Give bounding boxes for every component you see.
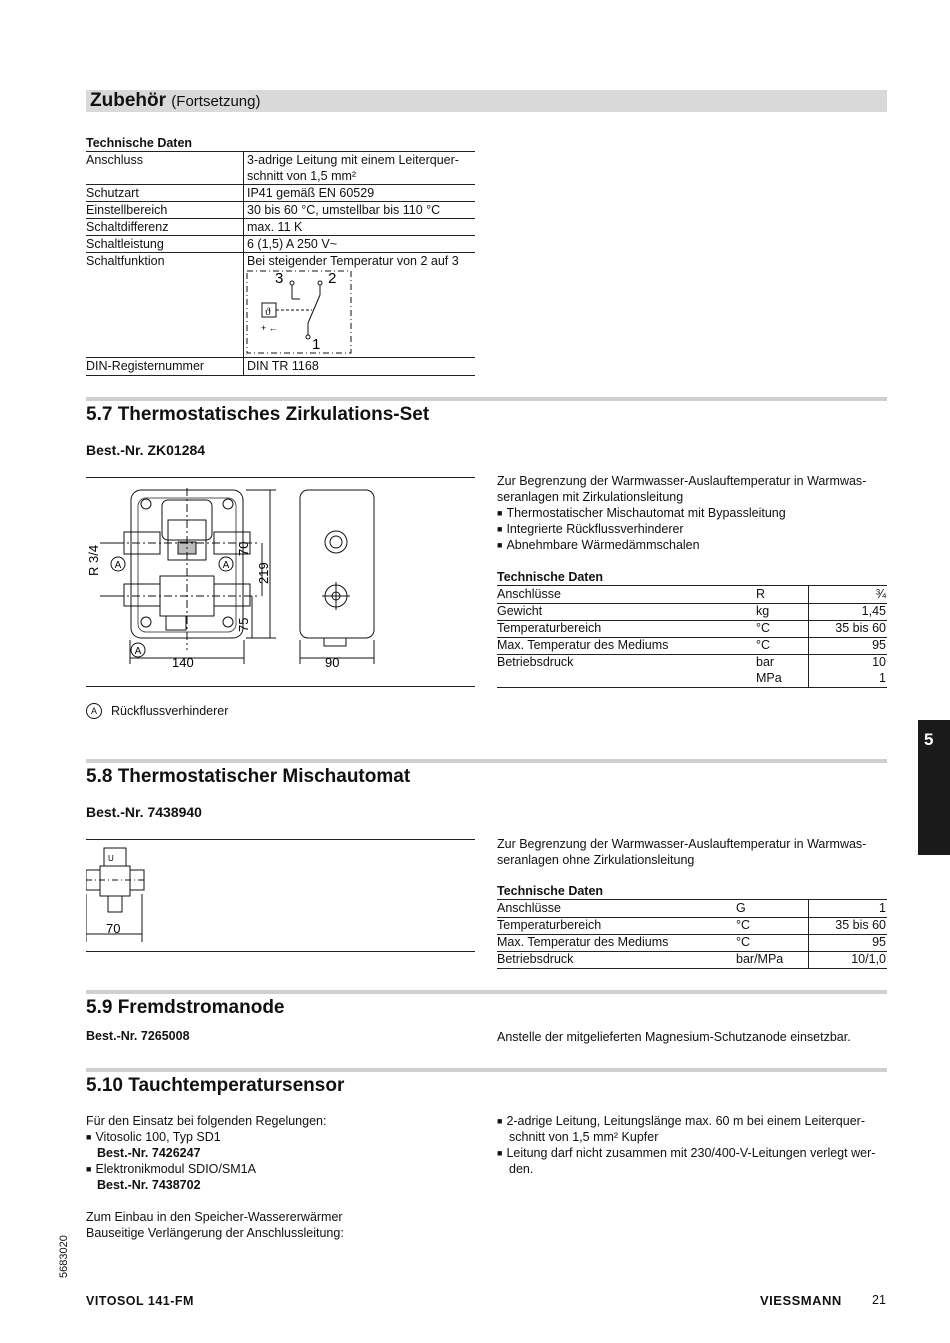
table-row: MPa 1	[497, 670, 887, 688]
table-cell-value: schnitt von 1,5 mm²	[247, 169, 357, 183]
description-line: Zur Begrenzung der Warmwasser-Auslauftemperatur in Warmwas-	[497, 837, 867, 851]
bullet-item: ■ Integrierte Rückflussverhinderer	[497, 521, 684, 538]
dim-r34: R 3/4	[86, 544, 101, 576]
brand-logo: VIESSMANN	[760, 1293, 842, 1308]
callout-a: A	[134, 646, 142, 657]
chapter-tab: 5	[918, 720, 950, 855]
order-number: Best.-Nr. 7265008	[86, 1029, 190, 1043]
body-text: Bauseitige Verlängerung der Anschlussleitung:	[86, 1226, 344, 1240]
table-cell-label: Schaltdifferenz	[86, 220, 169, 234]
tech-data-heading: Technische Daten	[497, 884, 604, 898]
circulation-set-drawing	[86, 480, 476, 690]
temperature-symbol: ϑ	[265, 306, 271, 318]
table-cell-value: max. 11 K	[247, 220, 303, 234]
body-text: Zum Einbau in den Speicher-Wassererwärmer	[86, 1210, 343, 1224]
order-number: Best.-Nr. ZK01284	[86, 442, 206, 458]
figure-bottom-rule	[86, 686, 475, 687]
section-heading-5-7: 5.7 Thermostatisches Zirkulations-Set	[86, 404, 430, 425]
table-row: Betriebsdruck bar/MPa 10/1,0	[497, 951, 887, 969]
section-heading-5-10: 5.10 Tauchtemperatursensor	[86, 1075, 345, 1096]
table-cell-label: Schaltfunktion	[86, 254, 165, 268]
dim-140: 140	[172, 655, 194, 670]
switch-function-diagram	[244, 269, 356, 357]
table-row: Gewicht kg 1,45	[497, 603, 887, 621]
direction-symbol: + ←	[261, 323, 278, 333]
table-cell-value: 3-adrige Leitung mit einem Leiterquer-	[247, 153, 459, 167]
dim-219: 219	[256, 562, 271, 584]
table-cell-label: Anschluss	[86, 153, 143, 167]
description-line: Zur Begrenzung der Warmwasser-Auslauftemperatur in Warmwas-	[497, 474, 867, 488]
table-cell-value: Bei steigender Temperatur von 2 auf 3	[247, 254, 459, 268]
table-cell-value: IP41 gemäß EN 60529	[247, 186, 375, 200]
terminal-3-label: 3	[275, 270, 284, 287]
table-cell-value: 6 (1,5) A 250 V~	[247, 237, 337, 251]
bullet-item: ■ 2-adrige Leitung, Leitungslänge max. 60 m bei einem Leiterquer-	[497, 1113, 865, 1130]
figure-top-rule	[86, 477, 475, 478]
dim-70: 70	[236, 541, 251, 556]
product-name: VITOSOL 141-FM	[86, 1294, 194, 1308]
dim-90: 90	[325, 655, 340, 670]
table-cell-value: DIN TR 1168	[247, 359, 319, 373]
description-line: seranlagen ohne Zirkulationsleitung	[497, 853, 695, 867]
legend-text: Rückflussverhinderer	[111, 704, 229, 718]
bullet-item: ■ Leitung darf nicht zusammen mit 230/400-V-Leitungen verlegt wer-	[497, 1145, 875, 1162]
description-line: seranlagen mit Zirkulationsleitung	[497, 490, 684, 504]
tech-data-heading: Technische Daten	[86, 136, 193, 150]
page-section-title	[90, 90, 260, 112]
bullet-item: ■ Vitosolic 100, Typ SD1	[86, 1129, 221, 1146]
tech-data-heading: Technische Daten	[497, 570, 604, 584]
table-cell-label: DIN-Registernummer	[86, 359, 205, 373]
table-row: Anschlüsse R ¾	[497, 586, 887, 604]
bullet-item: ■ Elektronikmodul SDIO/SM1A	[86, 1161, 256, 1178]
table-row: Temperaturbereich °C 35 bis 60	[497, 917, 887, 935]
section-divider	[86, 759, 887, 763]
tech-data-table	[497, 899, 887, 969]
section-heading-5-9: 5.9 Fremdstromanode	[86, 997, 285, 1018]
table-cell-value: 30 bis 60 °C, umstellbar bis 110 °C	[247, 203, 441, 217]
table-row: Max. Temperatur des Mediums °C 95	[497, 934, 887, 952]
terminal-1-label: 1	[312, 336, 321, 353]
page-number: 21	[872, 1293, 886, 1307]
mixer-icon: U	[108, 854, 114, 863]
order-number: Best.-Nr. 7438702	[97, 1178, 201, 1192]
section-divider	[86, 397, 887, 401]
terminal-2-label: 2	[328, 270, 337, 287]
table-row: Anschlüsse G 1	[497, 900, 887, 918]
callout-a: A	[222, 560, 230, 571]
bullet-item: ■ Thermostatischer Mischautomat mit Bypassleitung	[497, 505, 786, 522]
bullet-continuation: schnitt von 1,5 mm² Kupfer	[509, 1130, 659, 1144]
tech-data-table	[86, 151, 475, 376]
callout-a: A	[114, 560, 122, 571]
table-cell-label: Einstellbereich	[86, 203, 168, 217]
dim-70: 70	[106, 921, 121, 936]
description-line: Anstelle der mitgelieferten Magnesium-Schutzanode einsetzbar.	[497, 1030, 851, 1044]
table-row: Max. Temperatur des Mediums °C 95	[497, 637, 887, 655]
order-number: Best.-Nr. 7426247	[97, 1146, 201, 1160]
section-subtitle: (Fortsetzung)	[171, 93, 261, 110]
bullet-item: ■ Abnehmbare Wärmedämmschalen	[497, 537, 700, 554]
table-row: Betriebsdruck bar 10	[497, 655, 886, 669]
section-divider	[86, 990, 887, 994]
document-number: 5683020	[58, 1235, 70, 1278]
table-cell-label: Schutzart	[86, 186, 139, 200]
mixer-drawing	[86, 842, 166, 942]
table-cell-label: Schaltleistung	[86, 237, 164, 251]
dim-75: 75	[236, 617, 251, 632]
section-heading-5-8: 5.8 Thermostatischer Mischautomat	[86, 766, 411, 787]
section-title: Zubehör	[90, 90, 166, 111]
bullet-continuation: den.	[509, 1162, 534, 1176]
figure-top-rule	[86, 839, 475, 840]
section-divider	[86, 1068, 887, 1072]
figure-bottom-rule	[86, 951, 475, 952]
intro-text: Für den Einsatz bei folgenden Regelungen:	[86, 1114, 327, 1128]
legend-symbol: A	[86, 703, 102, 719]
order-number: Best.-Nr. 7438940	[86, 804, 202, 820]
tech-data-table	[497, 585, 887, 688]
table-row: Temperaturbereich °C 35 bis 60	[497, 620, 887, 638]
